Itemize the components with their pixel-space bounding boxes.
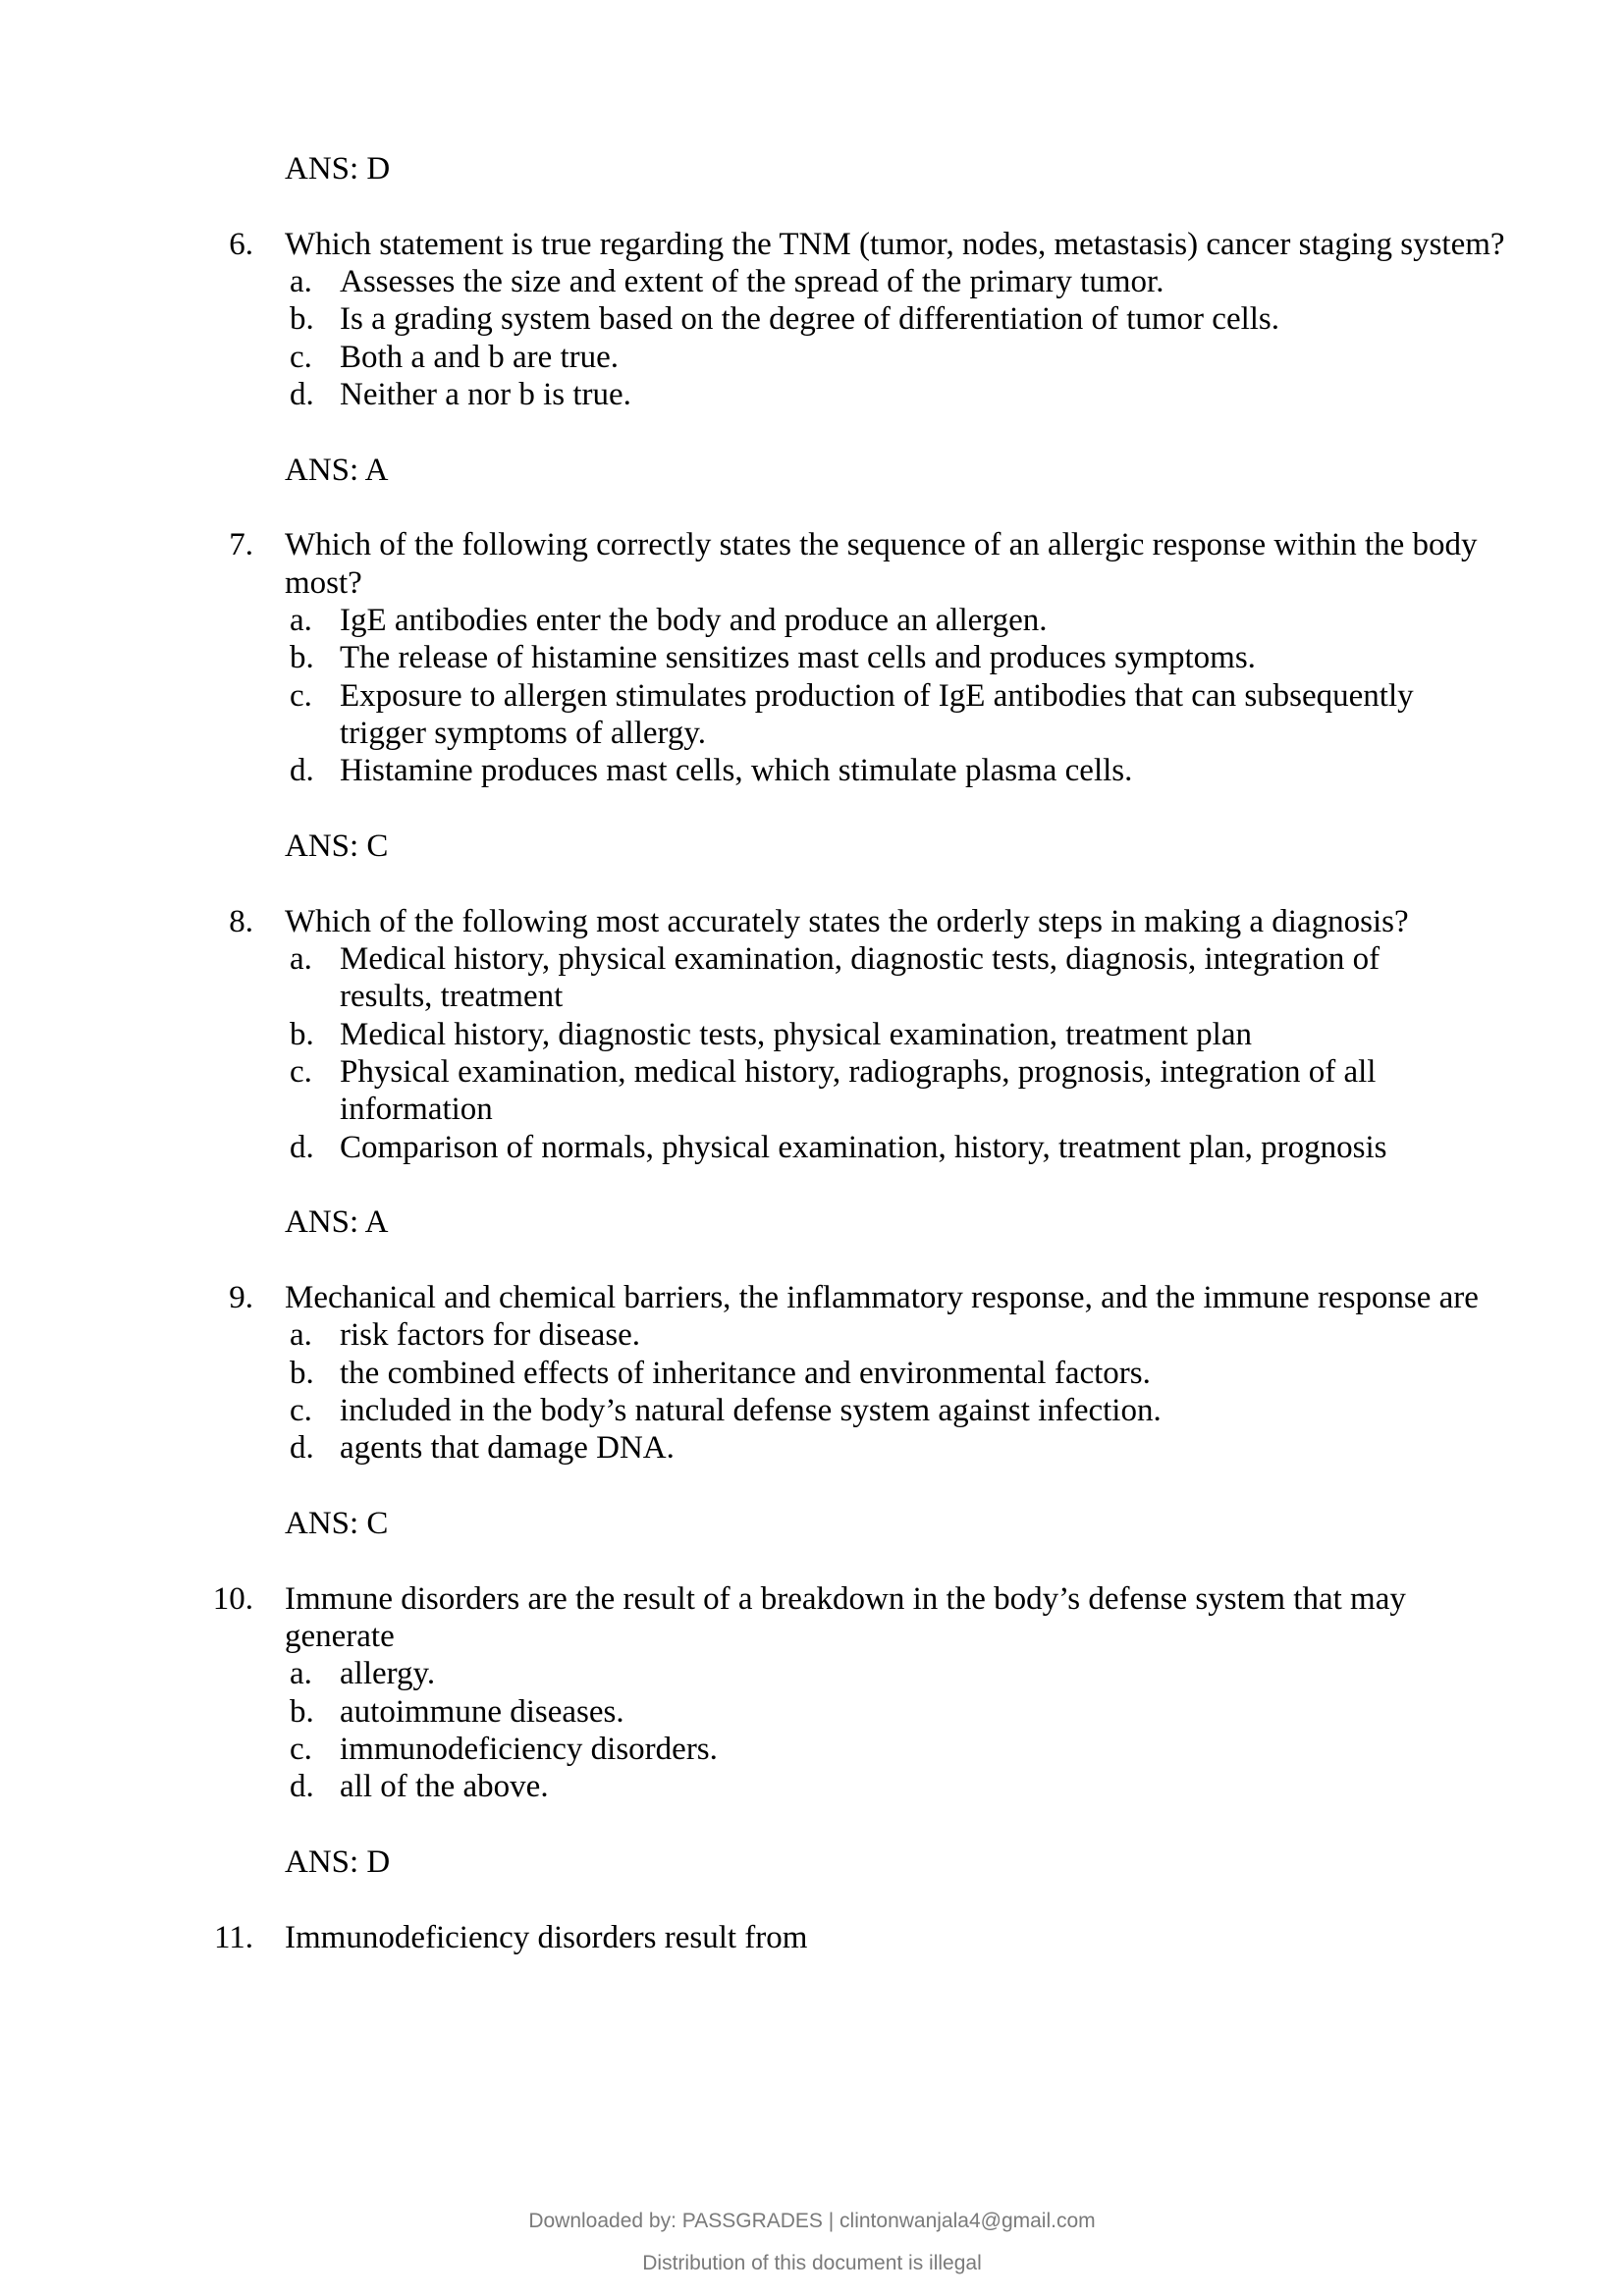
option-text: Is a grading system based on the degree of differentiation of tumor cells. xyxy=(340,301,1280,337)
option-text: the combined effects of inheritance and environmental factors. xyxy=(340,1356,1151,1391)
option-letter: b. xyxy=(290,640,314,675)
option-text: Exposure to allergen stimulates production of IgE antibodies that can subsequently xyxy=(340,678,1414,714)
option-letter: a. xyxy=(290,1656,312,1691)
option-text: Medical history, diagnostic tests, physical examination, treatment plan xyxy=(340,1017,1252,1052)
option-letter: a. xyxy=(290,264,312,299)
option-letter: b. xyxy=(290,1017,314,1052)
option-letter: c. xyxy=(290,1393,312,1428)
answer-key: ANS: C xyxy=(285,1506,389,1541)
option-text: Both a and b are true. xyxy=(340,340,620,375)
option-letter: b. xyxy=(290,1356,314,1391)
option-text: autoimmune diseases. xyxy=(340,1694,624,1730)
answer-key: ANS: A xyxy=(285,1204,389,1240)
answer-key: ANS: D xyxy=(285,151,391,187)
answer-key: ANS: C xyxy=(285,828,389,864)
option-text: IgE antibodies enter the body and produce an allergen. xyxy=(340,603,1048,638)
question-number: 8. xyxy=(229,904,253,939)
question-number: 10. xyxy=(212,1581,253,1617)
option-text: risk factors for disease. xyxy=(340,1317,641,1353)
option-text: Medical history, physical examination, diagnostic tests, diagnosis, integration of xyxy=(340,941,1380,977)
question-text: Which of the following most accurately states the orderly steps in making a diagnosis? xyxy=(285,904,1409,939)
option-letter: a. xyxy=(290,603,312,638)
option-text: Neither a nor b is true. xyxy=(340,377,631,412)
option-text-continued: information xyxy=(340,1092,493,1127)
option-letter: d. xyxy=(290,1130,314,1165)
question-text: Which statement is true regarding the TNM (tumor, nodes, metastasis) cancer staging system? xyxy=(285,227,1505,262)
question-text-continued: generate xyxy=(285,1619,395,1654)
option-letter: c. xyxy=(290,1054,312,1090)
option-text: Histamine produces mast cells, which stimulate plasma cells. xyxy=(340,753,1133,788)
option-letter: d. xyxy=(290,377,314,412)
option-letter: b. xyxy=(290,1694,314,1730)
option-letter: d. xyxy=(290,1769,314,1804)
question-number: 11. xyxy=(213,1920,253,1955)
option-text: immunodeficiency disorders. xyxy=(340,1732,718,1767)
option-text: Physical examination, medical history, radiographs, prognosis, integration of all xyxy=(340,1054,1377,1090)
option-letter: d. xyxy=(290,753,314,788)
question-text-continued: most? xyxy=(285,565,362,601)
question-text: Immune disorders are the result of a breakdown in the body’s defense system that may xyxy=(285,1581,1406,1617)
question-number: 6. xyxy=(229,227,253,262)
option-letter: a. xyxy=(290,941,312,977)
distribution-notice: Distribution of this document is illegal xyxy=(642,2252,982,2274)
option-letter: d. xyxy=(290,1430,314,1466)
option-text: included in the body’s natural defense system against infection. xyxy=(340,1393,1162,1428)
option-letter: a. xyxy=(290,1317,312,1353)
answer-key: ANS: D xyxy=(285,1844,391,1880)
option-text: all of the above. xyxy=(340,1769,549,1804)
question-text: Which of the following correctly states the sequence of an allergic response within the body xyxy=(285,527,1478,562)
option-text: Comparison of normals, physical examination, history, treatment plan, prognosis xyxy=(340,1130,1387,1165)
option-letter: b. xyxy=(290,301,314,337)
question-text: Mechanical and chemical barriers, the inflammatory response, and the immune response are xyxy=(285,1280,1479,1315)
question-number: 9. xyxy=(229,1280,253,1315)
option-letter: c. xyxy=(290,678,312,714)
option-text: The release of histamine sensitizes mast cells and produces symptoms. xyxy=(340,640,1256,675)
option-text: agents that damage DNA. xyxy=(340,1430,675,1466)
option-letter: c. xyxy=(290,340,312,375)
option-text: allergy. xyxy=(340,1656,436,1691)
option-text-continued: results, treatment xyxy=(340,979,564,1014)
option-letter: c. xyxy=(290,1732,312,1767)
question-text: Immunodeficiency disorders result from xyxy=(285,1920,808,1955)
question-number: 7. xyxy=(229,527,253,562)
answer-key: ANS: A xyxy=(285,453,389,488)
download-notice: Downloaded by: PASSGRADES | clintonwanjala4@gmail.com xyxy=(528,2210,1096,2232)
option-text-continued: trigger symptoms of allergy. xyxy=(340,716,707,751)
option-text: Assesses the size and extent of the spread of the primary tumor. xyxy=(340,264,1164,299)
